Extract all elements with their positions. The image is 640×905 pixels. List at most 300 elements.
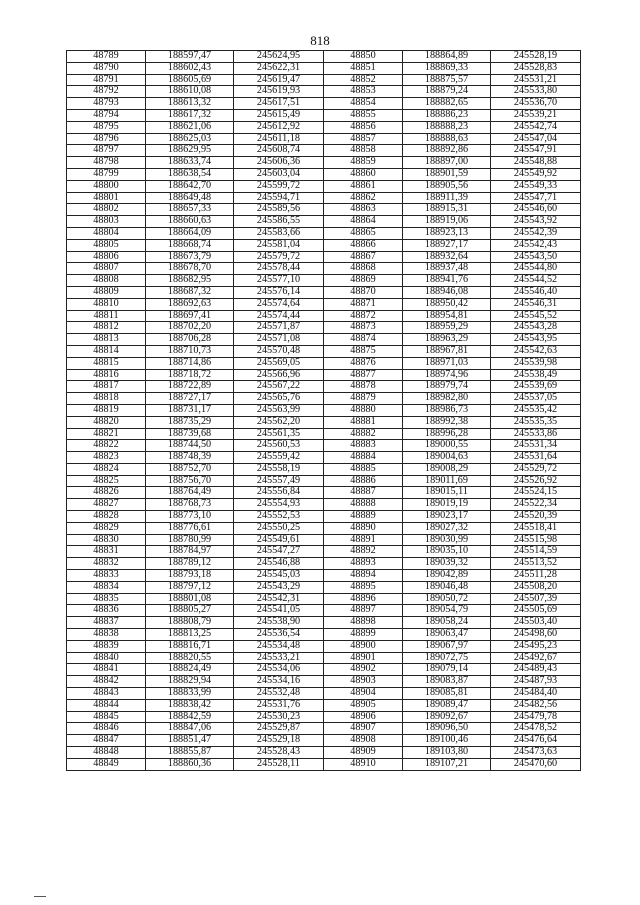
x-coordinate-cell: 189046,48 [403,581,491,593]
point-id-cell: 48861 [324,180,403,192]
table-row [67,62,581,74]
x-coordinate-cell: 188842,59 [146,711,234,723]
point-id-cell: 48848 [67,747,146,759]
x-coordinate-cell: 188722,89 [146,381,234,393]
point-id-cell: 48864 [324,216,403,228]
y-coordinate-cell: 245567,22 [234,381,324,393]
table-row [67,428,581,440]
y-coordinate-cell: 245617,51 [234,98,324,110]
point-id-cell: 48853 [324,86,403,98]
table-row [67,204,581,216]
x-coordinate-cell: 189067,97 [403,640,491,652]
point-id-cell: 48850 [324,51,403,63]
y-coordinate-cell: 245622,31 [234,62,324,74]
table-row [67,617,581,629]
point-id-cell: 48890 [324,522,403,534]
y-coordinate-cell: 245569,05 [234,357,324,369]
y-coordinate-cell: 245536,54 [234,629,324,641]
table-row [67,334,581,346]
point-id-cell: 48804 [67,227,146,239]
point-id-cell: 48823 [67,452,146,464]
table-row [67,463,581,475]
point-id-cell: 48841 [67,664,146,676]
y-coordinate-cell: 245619,93 [234,86,324,98]
x-coordinate-cell: 188678,70 [146,263,234,275]
point-id-cell: 48834 [67,581,146,593]
x-coordinate-cell: 188752,70 [146,463,234,475]
x-coordinate-cell: 188820,55 [146,652,234,664]
table-row [67,747,581,759]
point-id-cell: 48817 [67,381,146,393]
y-coordinate-cell: 245574,44 [234,310,324,322]
table-row [67,109,581,121]
point-id-cell: 48908 [324,735,403,747]
y-coordinate-cell: 245524,15 [491,487,581,499]
table-row [67,180,581,192]
point-id-cell: 48866 [324,239,403,251]
point-id-cell: 48846 [67,723,146,735]
table-row [67,452,581,464]
x-coordinate-cell: 188901,59 [403,168,491,180]
point-id-cell: 48891 [324,534,403,546]
point-id-cell: 48858 [324,145,403,157]
point-id-cell: 48849 [67,758,146,770]
x-coordinate-cell: 188915,31 [403,204,491,216]
y-coordinate-cell: 245542,39 [491,227,581,239]
table-row [67,475,581,487]
y-coordinate-cell: 245548,88 [491,157,581,169]
x-coordinate-cell: 188633,74 [146,157,234,169]
y-coordinate-cell: 245514,59 [491,546,581,558]
table-row [67,558,581,570]
table-row [67,345,581,357]
y-coordinate-cell: 245513,52 [491,558,581,570]
y-coordinate-cell: 245539,98 [491,357,581,369]
y-coordinate-cell: 245559,42 [234,452,324,464]
point-id-cell: 48820 [67,416,146,428]
y-coordinate-cell: 245544,80 [491,263,581,275]
point-id-cell: 48793 [67,98,146,110]
x-coordinate-cell: 188638,54 [146,168,234,180]
y-coordinate-cell: 245531,64 [491,452,581,464]
table-row [67,570,581,582]
point-id-cell: 48881 [324,416,403,428]
x-coordinate-cell: 188855,87 [146,747,234,759]
point-id-cell: 48877 [324,369,403,381]
y-coordinate-cell: 245528,11 [234,758,324,770]
x-coordinate-cell: 188974,96 [403,369,491,381]
y-coordinate-cell: 245546,60 [491,204,581,216]
x-coordinate-cell: 188692,63 [146,298,234,310]
point-id-cell: 48792 [67,86,146,98]
x-coordinate-cell: 188649,48 [146,192,234,204]
point-id-cell: 48824 [67,463,146,475]
point-id-cell: 48810 [67,298,146,310]
point-id-cell: 48874 [324,334,403,346]
table-row [67,393,581,405]
y-coordinate-cell: 245495,23 [491,640,581,652]
point-id-cell: 48847 [67,735,146,747]
table-row [67,298,581,310]
point-id-cell: 48833 [67,570,146,582]
y-coordinate-cell: 245531,34 [491,440,581,452]
point-id-cell: 48795 [67,121,146,133]
y-coordinate-cell: 245539,69 [491,381,581,393]
y-coordinate-cell: 245538,49 [491,369,581,381]
x-coordinate-cell: 188919,06 [403,216,491,228]
x-coordinate-cell: 188657,33 [146,204,234,216]
y-coordinate-cell: 245531,21 [491,74,581,86]
x-coordinate-cell: 188982,80 [403,393,491,405]
y-coordinate-cell: 245535,35 [491,416,581,428]
y-coordinate-cell: 245542,43 [491,239,581,251]
point-id-cell: 48883 [324,440,403,452]
point-id-cell: 48901 [324,652,403,664]
x-coordinate-cell: 188629,95 [146,145,234,157]
y-coordinate-cell: 245546,88 [234,558,324,570]
y-coordinate-cell: 245545,52 [491,310,581,322]
point-id-cell: 48873 [324,322,403,334]
point-id-cell: 48826 [67,487,146,499]
point-id-cell: 48882 [324,428,403,440]
y-coordinate-cell: 245489,43 [491,664,581,676]
y-coordinate-cell: 245589,56 [234,204,324,216]
point-id-cell: 48860 [324,168,403,180]
point-id-cell: 48885 [324,463,403,475]
y-coordinate-cell: 245498,60 [491,629,581,641]
y-coordinate-cell: 245487,93 [491,676,581,688]
x-coordinate-cell: 188847,06 [146,723,234,735]
point-id-cell: 48859 [324,157,403,169]
point-id-cell: 48899 [324,629,403,641]
table-row [67,369,581,381]
point-id-cell: 48842 [67,676,146,688]
point-id-cell: 48819 [67,404,146,416]
x-coordinate-cell: 188967,81 [403,345,491,357]
x-coordinate-cell: 188996,28 [403,428,491,440]
y-coordinate-cell: 245542,74 [491,121,581,133]
x-coordinate-cell: 188793,18 [146,570,234,582]
x-coordinate-cell: 188950,42 [403,298,491,310]
x-coordinate-cell: 189096,50 [403,723,491,735]
point-id-cell: 48815 [67,357,146,369]
y-coordinate-cell: 245549,61 [234,534,324,546]
point-id-cell: 48888 [324,499,403,511]
y-coordinate-cell: 245603,04 [234,168,324,180]
table-row [67,310,581,322]
x-coordinate-cell: 189079,14 [403,664,491,676]
point-id-cell: 48856 [324,121,403,133]
page-number: 818 [310,33,330,48]
y-coordinate-cell: 245511,28 [491,570,581,582]
table-row [67,251,581,263]
x-coordinate-cell: 189000,55 [403,440,491,452]
y-coordinate-cell: 245554,93 [234,499,324,511]
x-coordinate-cell: 188986,73 [403,404,491,416]
point-id-cell: 48871 [324,298,403,310]
point-id-cell: 48867 [324,251,403,263]
x-coordinate-cell: 188882,65 [403,98,491,110]
point-id-cell: 48809 [67,286,146,298]
point-id-cell: 48829 [67,522,146,534]
point-id-cell: 48838 [67,629,146,641]
y-coordinate-cell: 245552,53 [234,511,324,523]
point-id-cell: 48802 [67,204,146,216]
y-coordinate-cell: 245531,76 [234,699,324,711]
x-coordinate-cell: 189050,72 [403,593,491,605]
point-id-cell: 48811 [67,310,146,322]
point-id-cell: 48902 [324,664,403,676]
x-coordinate-cell: 188748,39 [146,452,234,464]
y-coordinate-cell: 245508,20 [491,581,581,593]
x-coordinate-cell: 188801,08 [146,593,234,605]
point-id-cell: 48872 [324,310,403,322]
x-coordinate-cell: 188905,56 [403,180,491,192]
y-coordinate-cell: 245478,52 [491,723,581,735]
point-id-cell: 48909 [324,747,403,759]
point-id-cell: 48862 [324,192,403,204]
x-coordinate-cell: 189085,81 [403,688,491,700]
point-id-cell: 48814 [67,345,146,357]
table-body [67,51,581,771]
point-id-cell: 48878 [324,381,403,393]
x-coordinate-cell: 188875,57 [403,74,491,86]
y-coordinate-cell: 245529,87 [234,723,324,735]
point-id-cell: 48832 [67,558,146,570]
x-coordinate-cell: 188892,86 [403,145,491,157]
y-coordinate-cell: 245545,03 [234,570,324,582]
y-coordinate-cell: 245535,42 [491,404,581,416]
point-id-cell: 48790 [67,62,146,74]
x-coordinate-cell: 189089,47 [403,699,491,711]
x-coordinate-cell: 189042,89 [403,570,491,582]
table-row [67,322,581,334]
point-id-cell: 48836 [67,605,146,617]
point-id-cell: 48839 [67,640,146,652]
point-id-cell: 48799 [67,168,146,180]
x-coordinate-cell: 188816,71 [146,640,234,652]
page-corner-mark [34,896,46,897]
y-coordinate-cell: 245532,48 [234,688,324,700]
point-id-cell: 48910 [324,758,403,770]
y-coordinate-cell: 245557,49 [234,475,324,487]
x-coordinate-cell: 188613,32 [146,98,234,110]
y-coordinate-cell: 245543,50 [491,251,581,263]
table-row [67,511,581,523]
y-coordinate-cell: 245581,04 [234,239,324,251]
y-coordinate-cell: 245503,40 [491,617,581,629]
y-coordinate-cell: 245533,80 [491,86,581,98]
x-coordinate-cell: 188602,43 [146,62,234,74]
y-coordinate-cell: 245543,95 [491,334,581,346]
y-coordinate-cell: 245534,48 [234,640,324,652]
table-row [67,629,581,641]
y-coordinate-cell: 245586,55 [234,216,324,228]
table-row [67,758,581,770]
y-coordinate-cell: 245536,70 [491,98,581,110]
x-coordinate-cell: 189030,99 [403,534,491,546]
x-coordinate-cell: 188642,70 [146,180,234,192]
point-id-cell: 48854 [324,98,403,110]
y-coordinate-cell: 245606,36 [234,157,324,169]
y-coordinate-cell: 245543,28 [491,322,581,334]
x-coordinate-cell: 188789,12 [146,558,234,570]
point-id-cell: 48893 [324,558,403,570]
y-coordinate-cell: 245549,33 [491,180,581,192]
x-coordinate-cell: 188784,97 [146,546,234,558]
x-coordinate-cell: 188937,48 [403,263,491,275]
table-row [67,676,581,688]
x-coordinate-cell: 188710,73 [146,345,234,357]
table-row [67,652,581,664]
table-row [67,688,581,700]
x-coordinate-cell: 188808,79 [146,617,234,629]
table-row [67,416,581,428]
x-coordinate-cell: 188888,23 [403,121,491,133]
y-coordinate-cell: 245539,21 [491,109,581,121]
y-coordinate-cell: 245547,04 [491,133,581,145]
point-id-cell: 48898 [324,617,403,629]
x-coordinate-cell: 188963,29 [403,334,491,346]
point-id-cell: 48798 [67,157,146,169]
point-id-cell: 48808 [67,275,146,287]
point-id-cell: 48831 [67,546,146,558]
x-coordinate-cell: 189035,10 [403,546,491,558]
point-id-cell: 48844 [67,699,146,711]
point-id-cell: 48868 [324,263,403,275]
y-coordinate-cell: 245571,08 [234,334,324,346]
y-coordinate-cell: 245566,96 [234,369,324,381]
point-id-cell: 48807 [67,263,146,275]
table-row [67,735,581,747]
x-coordinate-cell: 188773,10 [146,511,234,523]
y-coordinate-cell: 245526,92 [491,475,581,487]
point-id-cell: 48880 [324,404,403,416]
x-coordinate-cell: 188838,42 [146,699,234,711]
x-coordinate-cell: 188911,39 [403,192,491,204]
table-row [67,381,581,393]
x-coordinate-cell: 188829,94 [146,676,234,688]
y-coordinate-cell: 245576,14 [234,286,324,298]
point-id-cell: 48907 [324,723,403,735]
point-id-cell: 48816 [67,369,146,381]
x-coordinate-cell: 188946,08 [403,286,491,298]
point-id-cell: 48896 [324,593,403,605]
table-row [67,98,581,110]
point-id-cell: 48903 [324,676,403,688]
x-coordinate-cell: 189011,69 [403,475,491,487]
y-coordinate-cell: 245574,64 [234,298,324,310]
y-coordinate-cell: 245563,99 [234,404,324,416]
point-id-cell: 48843 [67,688,146,700]
point-id-cell: 48840 [67,652,146,664]
y-coordinate-cell: 245542,63 [491,345,581,357]
x-coordinate-cell: 189083,87 [403,676,491,688]
y-coordinate-cell: 245546,31 [491,298,581,310]
x-coordinate-cell: 188813,25 [146,629,234,641]
x-coordinate-cell: 189107,21 [403,758,491,770]
point-id-cell: 48825 [67,475,146,487]
x-coordinate-cell: 188682,95 [146,275,234,287]
y-coordinate-cell: 245541,05 [234,605,324,617]
table-row [67,145,581,157]
y-coordinate-cell: 245560,53 [234,440,324,452]
table-row [67,593,581,605]
point-id-cell: 48827 [67,499,146,511]
point-id-cell: 48863 [324,204,403,216]
point-id-cell: 48796 [67,133,146,145]
y-coordinate-cell: 245547,27 [234,546,324,558]
y-coordinate-cell: 245544,52 [491,275,581,287]
point-id-cell: 48797 [67,145,146,157]
x-coordinate-cell: 188706,28 [146,334,234,346]
x-coordinate-cell: 188617,32 [146,109,234,121]
x-coordinate-cell: 189054,79 [403,605,491,617]
x-coordinate-cell: 188776,61 [146,522,234,534]
x-coordinate-cell: 188879,24 [403,86,491,98]
x-coordinate-cell: 188668,74 [146,239,234,251]
x-coordinate-cell: 189027,32 [403,522,491,534]
x-coordinate-cell: 188971,03 [403,357,491,369]
x-coordinate-cell: 188851,47 [146,735,234,747]
x-coordinate-cell: 188888,63 [403,133,491,145]
y-coordinate-cell: 245577,10 [234,275,324,287]
point-id-cell: 48794 [67,109,146,121]
point-id-cell: 48869 [324,275,403,287]
point-id-cell: 48884 [324,452,403,464]
table-row [67,487,581,499]
point-id-cell: 48789 [67,51,146,63]
y-coordinate-cell: 245542,31 [234,593,324,605]
y-coordinate-cell: 245537,05 [491,393,581,405]
y-coordinate-cell: 245530,23 [234,711,324,723]
x-coordinate-cell: 188739,68 [146,428,234,440]
table-row [67,86,581,98]
x-coordinate-cell: 188954,81 [403,310,491,322]
table-row [67,51,581,63]
x-coordinate-cell: 189039,32 [403,558,491,570]
point-id-cell: 48892 [324,546,403,558]
y-coordinate-cell: 245546,40 [491,286,581,298]
x-coordinate-cell: 188697,41 [146,310,234,322]
table-row [67,723,581,735]
x-coordinate-cell: 188756,70 [146,475,234,487]
x-coordinate-cell: 189019,19 [403,499,491,511]
point-id-cell: 48828 [67,511,146,523]
x-coordinate-cell: 188660,63 [146,216,234,228]
y-coordinate-cell: 245556,84 [234,487,324,499]
x-coordinate-cell: 188605,69 [146,74,234,86]
table-row [67,275,581,287]
point-id-cell: 48895 [324,581,403,593]
point-id-cell: 48889 [324,511,403,523]
x-coordinate-cell: 188702,20 [146,322,234,334]
x-coordinate-cell: 189004,63 [403,452,491,464]
point-id-cell: 48822 [67,440,146,452]
x-coordinate-cell: 188780,99 [146,534,234,546]
point-id-cell: 48818 [67,393,146,405]
point-id-cell: 48855 [324,109,403,121]
table-row [67,664,581,676]
table-row [67,157,581,169]
y-coordinate-cell: 245492,67 [491,652,581,664]
point-id-cell: 48845 [67,711,146,723]
y-coordinate-cell: 245571,87 [234,322,324,334]
x-coordinate-cell: 188714,86 [146,357,234,369]
y-coordinate-cell: 245473,63 [491,747,581,759]
x-coordinate-cell: 188833,99 [146,688,234,700]
y-coordinate-cell: 245528,83 [491,62,581,74]
